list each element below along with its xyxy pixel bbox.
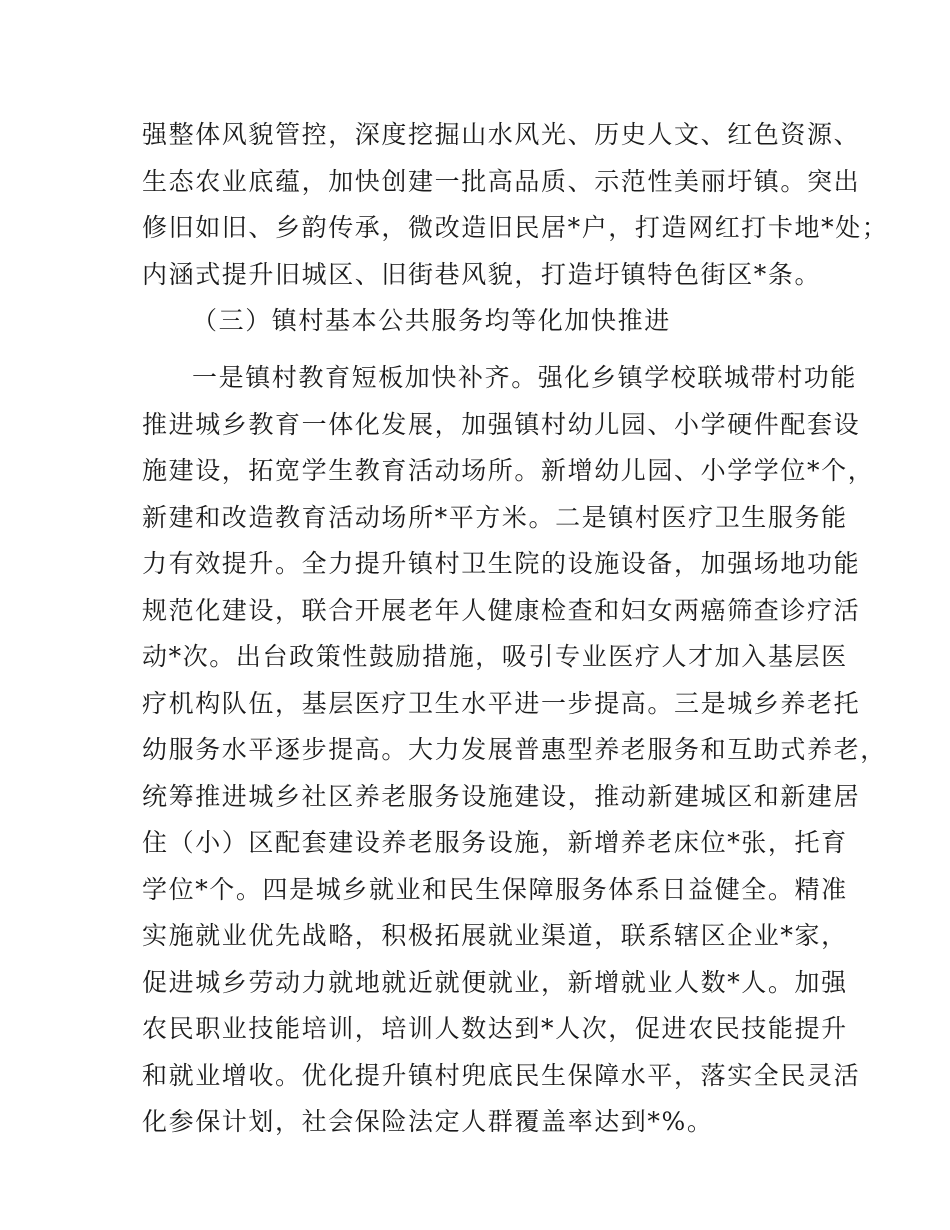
paragraph-line: 化参保计划，社会保险法定人群覆盖率达到*%。 xyxy=(142,1107,714,1136)
paragraph-line: 一是镇村教育短板加快补齐。强化乡镇学校联城带村功能 xyxy=(192,363,858,392)
paragraph-line: 生态农业底蕴，加快创建一批高品质、示范性美丽圩镇。突出 xyxy=(142,167,861,196)
paragraph-line: 规范化建设，联合开展老年人健康检查和妇女两癌筛查诊疗活 xyxy=(142,596,861,625)
section-heading: （三）镇村基本公共服务均等化加快推进 xyxy=(192,306,671,335)
paragraph-line: 农民职业技能培训，培训人数达到*人次，促进农民技能提升 xyxy=(142,1014,848,1043)
paragraph-line: 新建和改造教育活动场所*平方米。二是镇村医疗卫生服务能 xyxy=(142,503,848,532)
paragraph-line: 动*次。出台政策性鼓励措施，吸引专业医疗人才加入基层医 xyxy=(142,642,848,671)
paragraph-line: 疗机构队伍，基层医疗卫生水平进一步提高。三是城乡养老托 xyxy=(142,689,861,718)
paragraph-line: 促进城乡劳动力就地就近就便就业，新增就业人数*人。加强 xyxy=(142,968,848,997)
paragraph-line: 力有效提升。全力提升镇村卫生院的设施设备，加强场地功能 xyxy=(142,549,861,578)
paragraph-line: 实施就业优先战略，积极拓展就业渠道，联系辖区企业*家， xyxy=(142,921,848,950)
paragraph-line: 施建设，拓宽学生教育活动场所。新增幼儿园、小学学位*个， xyxy=(142,456,875,485)
paragraph-line: 幼服务水平逐步提高。大力发展普惠型养老服务和互助式养老， xyxy=(142,735,887,764)
paragraph-line: 内涵式提升旧城区、旧街巷风貌，打造圩镇特色街区*条。 xyxy=(142,260,822,289)
paragraph-line: 学位*个。四是城乡就业和民生保障服务体系日益健全。精准 xyxy=(142,875,848,904)
paragraph-line: 修旧如旧、乡韵传承，微改造旧民居*户，打造网红打卡地*处； xyxy=(142,213,889,242)
paragraph-line: 住（小）区配套建设养老服务设施，新增养老床位*张，托育 xyxy=(142,828,848,857)
paragraph-line: 和就业增收。优化提升镇村兜底民生保障水平，落实全民灵活 xyxy=(142,1061,861,1090)
paragraph-line: 强整体风貌管控，深度挖掘山水风光、历史人文、红色资源、 xyxy=(142,120,861,149)
paragraph-line: 推进城乡教育一体化发展，加强镇村幼儿园、小学硬件配套设 xyxy=(142,410,861,439)
paragraph-line: 统筹推进城乡社区养老服务设施建设，推动新建城区和新建居 xyxy=(142,782,861,811)
